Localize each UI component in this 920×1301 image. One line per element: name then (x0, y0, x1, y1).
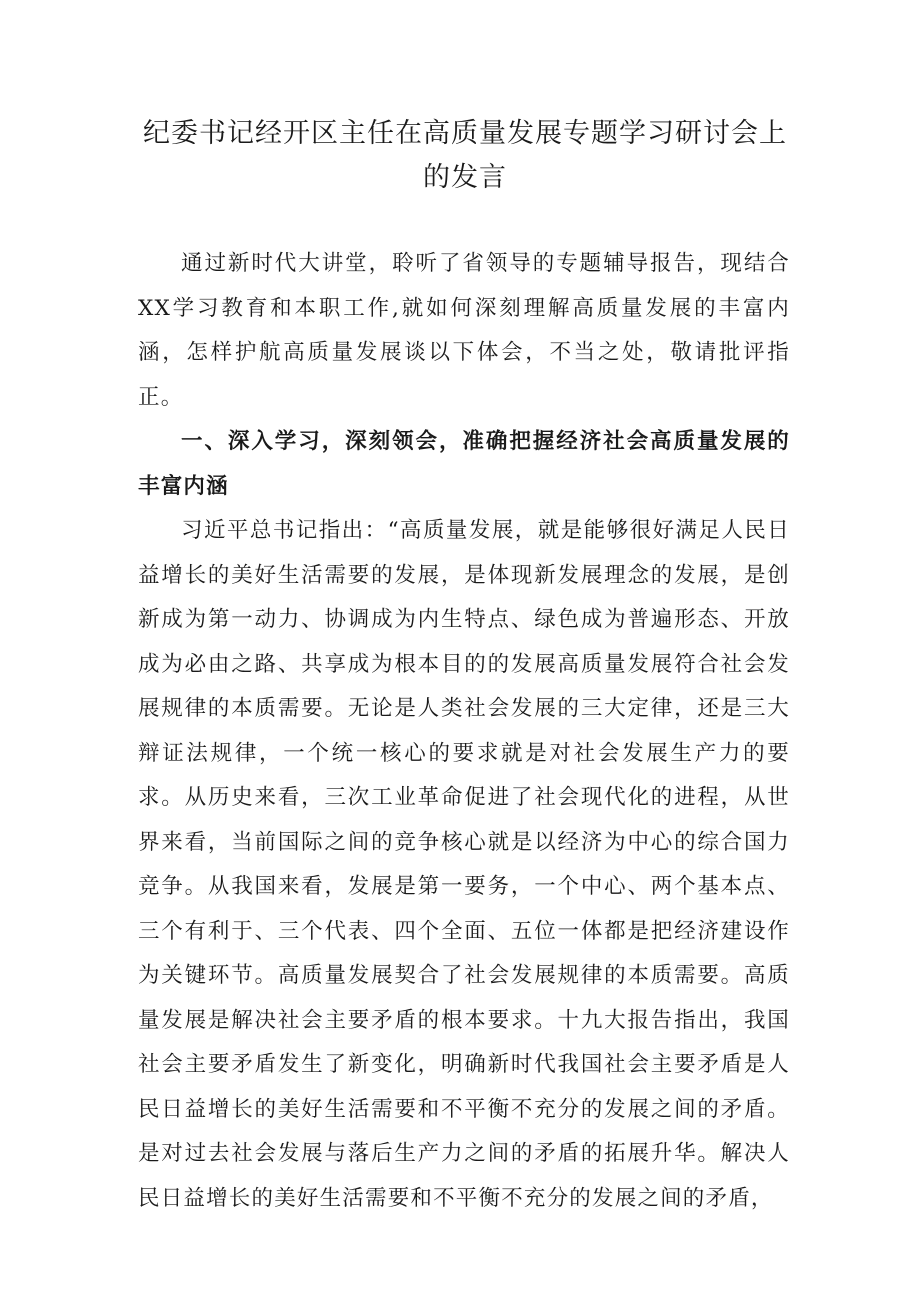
intro-paragraph: 通过新时代大讲堂，聆听了省领导的专题辅导报告，现结合XX学习教育和本职工作,就如何深刻理解高质量发展的丰富内涵，怎样护航高质量发展谈以下体会，不当之处，敬请批评指正。 (138, 251, 790, 410)
title-line-1: 纪委书记经开区主任在高质量发展专题学习研讨会上 (143, 118, 787, 149)
document-title (140, 112, 790, 200)
section-1-paragraph: 习近平总书记指出：“高质量发展，就是能够很好满足人民日益增长的美好生活需要的发展，是体现新发展理念的发展，是创新成为第一动力、协调成为内生特点、绿色成为普遍形态、开放成为必由之路、共享成为根本目的的发展高质量发展符合社会发展规律的本质需要。无论是人类社会发展的三大定律，还是三大辩证法规律，一个统一核心的要求就是对社会发展生产力的要求。从历史来看，三次工业革命促进了社会现代化的进程，从世界来看，当前国际之间的竞争核心就是以经济为中心的综合国力竞争。从我国来看，发展是第一要务，一个中心、两个基本点、三个有利于、三个代表、四个全面、五位一体都是把经济建设作为关键环节。高质量发展契合了社会发展规律的本质需要。高质量发展是解决社会主要矛盾的根本要求。十九大报告指出，我国社会主要矛盾发生了新变化，明确新时代我国社会主要矛盾是人民日益增长的美好生活需要和不平衡不充分的发展之间的矛盾。是对过去社会发展与落后生产力之间的矛盾的拓展升华。解决人民日益增长的美好生活需要和不平衡不充分的发展之间的矛盾， (138, 518, 790, 1211)
section-heading-1: 一、深入学习，深刻领会，准确把握经济社会高质量发展的丰富内涵 (138, 429, 790, 499)
title-line-2: 的发言 (423, 162, 507, 193)
document-body (138, 242, 790, 1221)
